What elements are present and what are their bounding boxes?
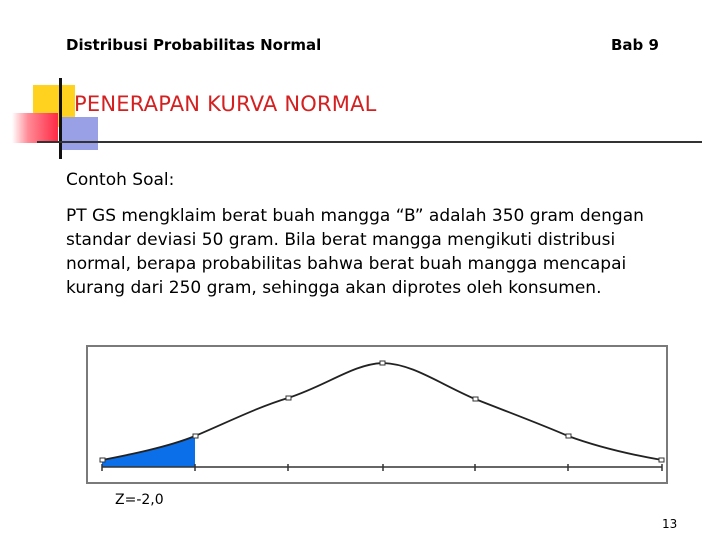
curve-marker (286, 396, 291, 400)
title-underline (37, 141, 702, 143)
example-heading: Contoh Soal: (66, 170, 175, 190)
normal-curve-figure (86, 345, 668, 484)
page-number: 13 (662, 517, 678, 531)
logo-pink-bar (12, 113, 58, 143)
curve-marker (473, 397, 478, 401)
slide-title: PENERAPAN KURVA NORMAL (74, 92, 377, 116)
curve-marker (566, 434, 571, 438)
header-chapter-number: Bab 9 (611, 36, 659, 54)
curve-marker (380, 361, 385, 365)
curve-marker (193, 434, 198, 438)
curve-marker (659, 458, 664, 462)
header-chapter-title: Distribusi Probabilitas Normal (66, 36, 322, 54)
logo-vertical-line (59, 78, 62, 159)
z-score-label: Z=-2,0 (115, 492, 164, 508)
normal-curve-svg (88, 347, 666, 482)
problem-text: PT GS mengklaim berat buah mangga “B” adalah 350 gram dengan standar deviasi 50 gram. Bila berat mangga mengikuti distribusi normal, berapa probabilitas bahwa berat buah mangga mencapai kurang dari 250 gram, sehingga akan diprotes oleh konsumen. (66, 206, 644, 298)
curve-marker (100, 458, 105, 462)
logo-blue-square (60, 117, 98, 150)
